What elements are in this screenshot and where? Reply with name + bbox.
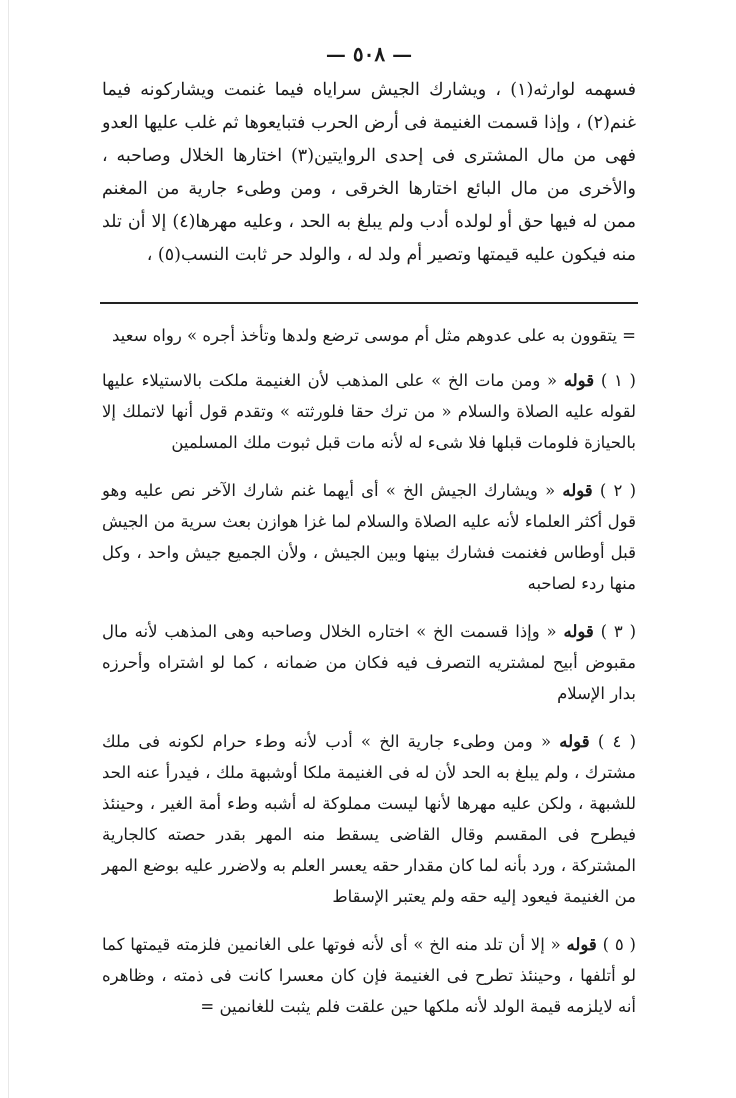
main-text-block	[102, 74, 636, 272]
footnote-keyword: قوله	[563, 622, 594, 641]
footnote-2	[102, 475, 636, 599]
footnote-text: « إلا أن تلد منه الخ » أى لأنه فوتها على الغانمين فلزمته قيمتها كما لو أتلفها ، وحينئذ تطرح فى الغنيمة فإن كان معسرا كانت فى ذمته ، وظاهره أنه لايلزمه قيمة الولد لأنه ملكها حين علقت فلم يثبت للغانمين =	[102, 935, 636, 1016]
footnote-keyword: قوله	[562, 481, 593, 500]
footnote-number: ( ٥ )	[602, 935, 636, 954]
footnote-keyword: قوله	[559, 732, 590, 751]
footnote-4	[102, 726, 636, 912]
footnote-separator	[100, 302, 638, 304]
main-paragraph: فسهمه لوارثه(١) ، ويشارك الجيش سراياه فيما غنمت ويشاركونه فيما غنم(٢) ، وإذا قسمت الغنيمة فى أرض الحرب فتبايعوها ثم غلب عليها العدو فهى من مال المشترى فى إحدى الروايتين(٣) اختارها الخلال وصاحبه ، والأخرى من مال البائع اختارها الخرقى ، ومن وطىء جارية من المغنم ممن له فيها حق أو لولده أدب ولم يبلغ به الحد ، وعليه مهرها(٤) إلا أن تلد منه فيكون عليه قيمتها وتصير أم ولد له ، والولد حر ثابت النسب(٥) ،	[102, 80, 637, 265]
footnote-keyword: قوله	[566, 935, 597, 954]
footnote-number: ( ٤ )	[597, 732, 637, 751]
footnote-number: ( ٣ )	[600, 622, 637, 641]
footnote-number: ( ١ )	[600, 371, 636, 390]
footnote-text: « ومن وطىء جارية الخ » أدب لأنه وطء حرام لكونه فى ملك مشترك ، ولم يبلغ به الحد لأن له فى الغنيمة ملكا أوشبهة ملك ، فيدرأ عنه الحد للشبهة ، ولكن عليه مهرها لأنها ليست مملوكة له أشبه وطء أمة الغير ، وحينئذ فيطرح فى المقسم وقال القاضى يسقط منه المهر بقدر حصته كالجارية المشتركة ، ورد بأنه لما كان مقدار حقه يعسر العلم به ولاضرر عليه بوضع المهر من الغنيمة فيعود إليه حقه ولم يعتبر الإسقاط	[102, 732, 636, 906]
footnote-continuation: = يتقوون به على عدوهم مثل أم موسى ترضع ولدها وتأخذ أجره » رواه سعيد	[111, 326, 636, 345]
page-number: — ٥٠٨ —	[325, 42, 413, 66]
footnote-text: « وإذا قسمت الخ » اختاره الخلال وصاحبه وهى المذهب لأنه مال مقبوض أبيح لمشتريه التصرف فيه فكان من ضمانه ، كما لو اشتراه وأحرزه بدار الإسلام	[102, 622, 636, 703]
footnote-text: « ومن مات الخ » على المذهب لأن الغنيمة ملكت بالاستيلاء عليها لقوله عليه الصلاة والسلام « من ترك حقا فلورثته » وتقدم قول أنها لاتملك إلا بالحيازة فلومات قبلها فلا شىء له لأنه مات قبل ثبوت ملك المسلمين	[102, 371, 636, 452]
footnote-keyword: قوله	[563, 371, 595, 390]
footnote-text: « ويشارك الجيش الخ » أى أيهما غنم شارك الآخر نص عليه وهو قول أكثر العلماء لأنه عليه الصلاة والسلام لما غزا هوازن بعث سرية من الجيش قبل أوطاس فغنمت فشارك بينها وبين الجيش ، ولأن الجميع جيش واحد ، وكل منها ردء لصاحبه	[102, 481, 636, 593]
footnote-5	[102, 929, 636, 1022]
footnote-3	[102, 616, 636, 709]
footnote-1	[102, 365, 636, 458]
footnotes-section	[102, 320, 636, 1022]
footnote-number: ( ٢ )	[599, 481, 637, 500]
